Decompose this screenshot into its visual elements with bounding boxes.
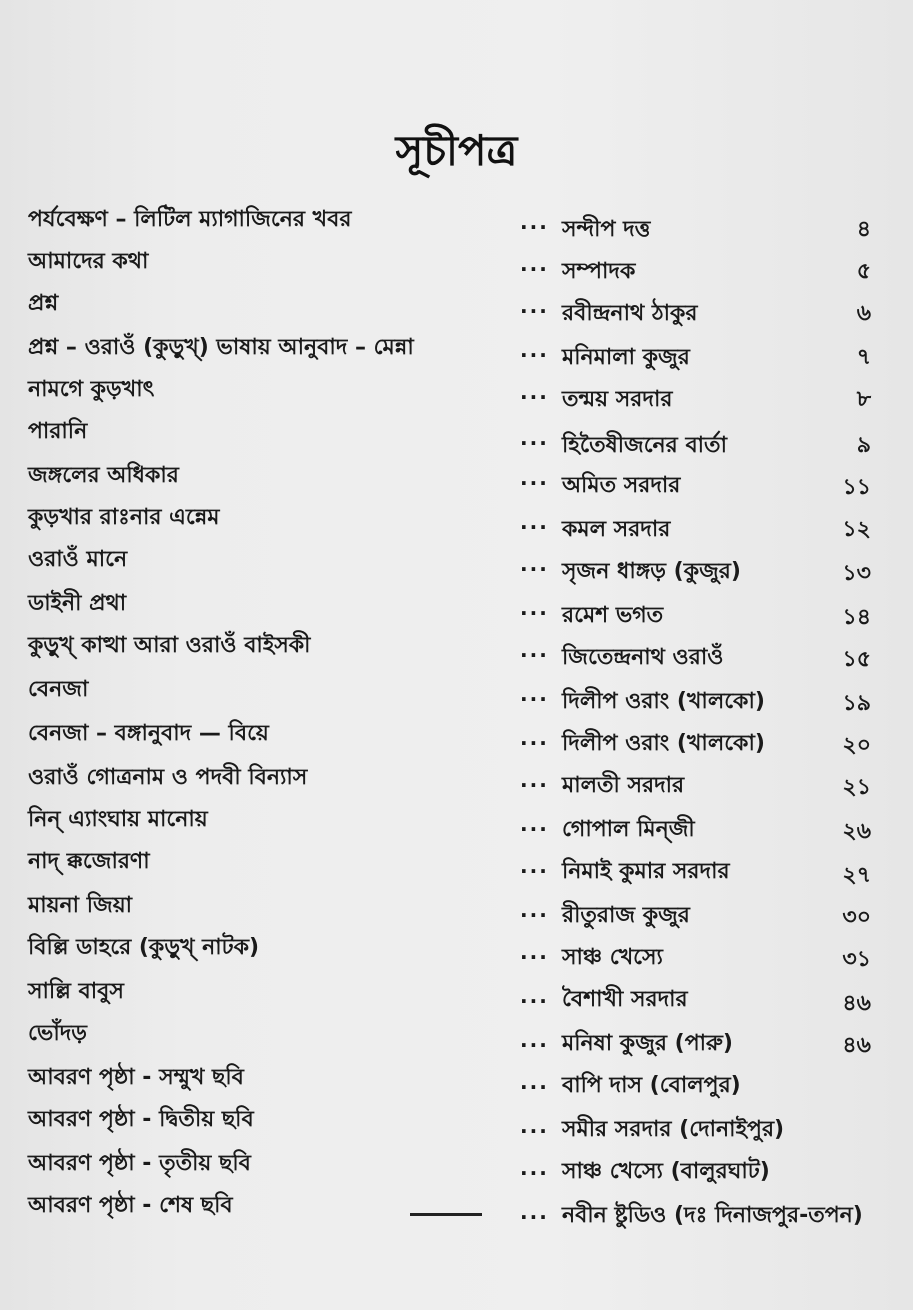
entry-title: ডাইনী প্রথা xyxy=(28,591,127,616)
toc-row xyxy=(0,592,913,632)
entry-title: কুড়ুখ্ কাত্থা আরা ওরাওঁ বাইসকী xyxy=(28,633,311,658)
toc-row xyxy=(0,460,913,500)
entry-title: নাদ্ ক্কজোরণা xyxy=(28,849,150,874)
leader-dots: ... xyxy=(520,552,549,576)
entry-title: বেনজা – বঙ্গানুবাদ — বিয়ে xyxy=(28,721,269,746)
entry-title: বিল্লি ডাহরে (কুড়ুখ্ নাটক) xyxy=(28,935,260,960)
toc-row xyxy=(0,284,913,324)
entry-page: ২৬ xyxy=(842,819,871,844)
entry-author: সৃজন ধাঙ্গড় (কুজুর) xyxy=(562,559,741,584)
entry-page: ২০ xyxy=(842,733,871,758)
leader-dots: ... xyxy=(520,940,549,964)
leader-dots: ... xyxy=(520,252,549,276)
leader-dots: ... xyxy=(520,1028,549,1052)
entry-title: প্রশ্ন xyxy=(28,291,59,316)
leader-dots: ... xyxy=(520,682,549,706)
toc-row xyxy=(0,372,913,412)
leader-dots: ... xyxy=(520,426,549,450)
entry-author: মনিষা কুজুর (পারু) xyxy=(562,1031,733,1056)
entry-page: ১৯ xyxy=(842,691,871,716)
entry-author: দিলীপ ওরাং (খালকো) xyxy=(562,689,765,714)
entry-title: বেনজা xyxy=(28,677,89,702)
entry-author: বাপি দাস (বোলপুর) xyxy=(562,1073,741,1098)
entry-author: কমল সরদার xyxy=(562,517,671,542)
toc-row xyxy=(0,196,913,242)
leader-dots: ... xyxy=(520,210,549,234)
entry-page: ২৭ xyxy=(842,863,871,888)
entry-title: কুড়খার রাঃনার এন্নেম xyxy=(28,505,220,530)
end-rule xyxy=(410,1213,482,1216)
entry-page: ৬ xyxy=(856,301,871,326)
leader-dots: ... xyxy=(520,1156,549,1180)
entry-page: ১৪ xyxy=(842,605,871,630)
toc-row xyxy=(0,504,913,544)
entry-title: পর্যবেক্ষণ – লিটিল ম্যাগাজিনের খবর xyxy=(28,207,352,232)
entry-page: ৩০ xyxy=(842,905,871,930)
toc-row xyxy=(0,979,913,1028)
entry-author: হিতৈষীজনের বার্তা xyxy=(562,433,727,458)
entry-page: ৪৬ xyxy=(842,1033,871,1058)
entry-page: ৮ xyxy=(856,387,871,412)
entry-page: ৪৬ xyxy=(842,991,871,1016)
entry-author: সাঞ্চ খেস্যে (বালুরঘাট) xyxy=(562,1159,770,1184)
entry-title: নিন্ এ্যাংঘায় মানোয় xyxy=(28,807,208,832)
entry-title: আবরণ পৃষ্ঠা - সম্মুখ ছবি xyxy=(28,1065,244,1090)
entry-author: জিতেন্দ্রনাথ ওরাওঁ xyxy=(562,645,724,670)
entry-author: গোপাল মিন্জী xyxy=(562,817,695,842)
leader-dots: ... xyxy=(520,1070,549,1094)
entry-page: ৩১ xyxy=(842,947,871,972)
page-title: সূচীপত্র xyxy=(395,126,518,175)
entry-author: সম্পাদক xyxy=(562,259,636,284)
entry-page: ৭ xyxy=(856,345,871,370)
entry-title: জঙ্গলের অধিকার xyxy=(28,463,179,488)
entry-page: ১৫ xyxy=(842,647,871,672)
entry-author: নিমাই কুমার সরদার xyxy=(562,859,730,884)
toc-row xyxy=(0,548,913,588)
toc-row xyxy=(0,240,913,284)
entry-title: সাল্লি বাবুস xyxy=(28,979,124,1004)
toc-row xyxy=(0,935,913,984)
entry-title: পারানি xyxy=(28,419,88,444)
entry-title: ওরাওঁ গোত্রনাম ও পদবী বিন্যাস xyxy=(28,765,308,790)
leader-dots: ... xyxy=(520,338,549,362)
leader-dots: ... xyxy=(520,854,549,878)
entry-page: ১১ xyxy=(842,475,871,500)
entry-author: অমিত সরদার xyxy=(562,473,681,498)
entry-author: সাঞ্চ খেস্যে xyxy=(562,945,663,970)
entry-author: সমীর সরদার (দোনাইপুর) xyxy=(562,1117,785,1142)
toc-row xyxy=(0,633,913,676)
leader-dots: ... xyxy=(520,898,549,922)
entry-page: ৯ xyxy=(856,433,871,458)
entry-author: মালতী সরদার xyxy=(562,773,685,798)
leader-dots: ... xyxy=(520,380,549,404)
toc-row xyxy=(0,328,913,368)
toc-row xyxy=(0,416,913,456)
toc-row xyxy=(0,677,913,720)
entry-title: মায়না জিয়া xyxy=(28,893,133,918)
entry-page: ৪ xyxy=(856,217,871,242)
entry-author: নবীন ষ্টুডিও (দঃ দিনাজপুর-তপন) xyxy=(562,1203,863,1228)
leader-dots: ... xyxy=(520,596,549,620)
entry-author: বৈশাখী সরদার xyxy=(562,987,688,1012)
entry-author: রীতুরাজ কুজুর xyxy=(562,903,690,928)
leader-dots: ... xyxy=(520,510,549,534)
entry-author: রমেশ ভগত xyxy=(562,603,664,628)
leader-dots: ... xyxy=(520,768,549,792)
entry-author: সন্দীপ দত্ত xyxy=(562,217,651,242)
entry-title: নামগে কুড়খাৎ xyxy=(28,377,155,402)
entry-title: ওরাওঁ মানে xyxy=(28,547,128,572)
entry-title: প্রশ্ন – ওরাওঁ (কুড়ুখ্) ভাষায় আনুবাদ – মেন্না xyxy=(28,335,414,360)
leader-dots: ... xyxy=(520,984,549,1008)
entry-author: রবীন্দ্রনাথ ঠাকুর xyxy=(562,301,698,326)
entry-page: ১২ xyxy=(842,517,871,542)
leader-dots: ... xyxy=(520,466,549,490)
toc-row xyxy=(0,849,913,896)
leader-dots: ... xyxy=(520,638,549,662)
leader-dots: ... xyxy=(520,1114,549,1138)
entry-page: ৫ xyxy=(856,259,871,284)
entry-title: আবরণ পৃষ্ঠা - শেষ ছবি xyxy=(28,1193,233,1218)
leader-dots: ... xyxy=(520,294,549,318)
leader-dots: ... xyxy=(520,812,549,836)
leader-dots: ... xyxy=(520,726,549,750)
entry-author: তন্ময় সরদার xyxy=(562,387,673,412)
entry-page: ২১ xyxy=(842,775,871,800)
entry-title: আবরণ পৃষ্ঠা - দ্বিতীয় ছবি xyxy=(28,1107,254,1132)
leader-dots: ... xyxy=(520,1200,549,1224)
entry-title: আবরণ পৃষ্ঠা - তৃতীয় ছবি xyxy=(28,1151,251,1176)
entry-title: আমাদের কথা xyxy=(28,249,149,274)
entry-author: মনিমালা কুজুর xyxy=(562,345,690,370)
entry-title: ভোঁদড় xyxy=(28,1021,87,1046)
entry-author: দিলীপ ওরাং (খালকো) xyxy=(562,731,765,756)
entry-page: ১৩ xyxy=(842,561,871,586)
toc-row xyxy=(0,721,913,764)
